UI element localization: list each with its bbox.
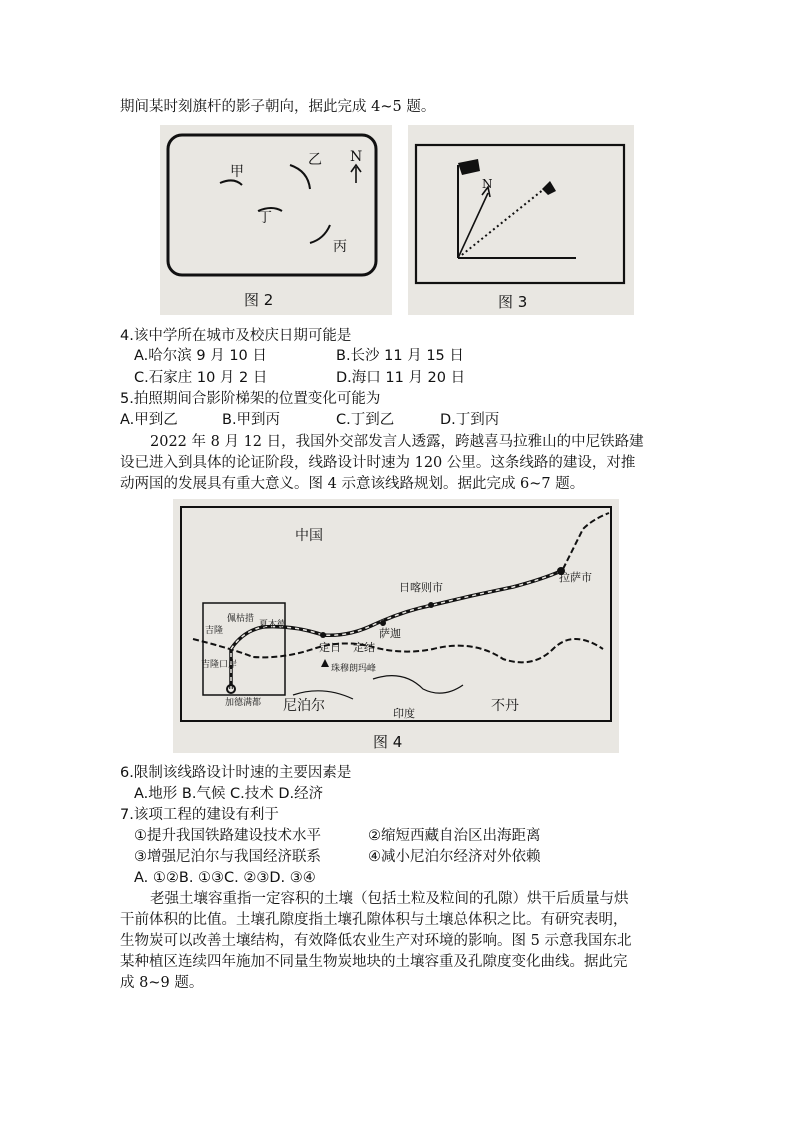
label-nepal: 尼泊尔 bbox=[283, 698, 325, 714]
q4-option-d: D.海口 11 月 20 日 bbox=[336, 370, 466, 386]
q6-options: A.地形 B.气候 C.技术 D.经济 bbox=[134, 786, 324, 802]
flag-icon bbox=[458, 159, 480, 175]
label-dingjie: 定结 bbox=[353, 641, 375, 654]
q7-options: A. ①②B. ①③C. ②③D. ③④ bbox=[134, 870, 316, 886]
q4-option-a: A.哈尔滨 9 月 10 日 bbox=[134, 348, 267, 364]
border-line bbox=[193, 639, 603, 662]
passage2-line-3: 生物炭可以改善土壤结构，有效降低农业生产对环境的影响。图 5 示意我国东北 bbox=[120, 933, 632, 949]
label-bing: 丙 bbox=[333, 239, 347, 255]
passage1-line-2: 设已进入到具体的论证阶段，线路设计时速为 120 公里。这条线路的建设，对推 bbox=[120, 455, 636, 471]
passage2-line-5: 成 8~9 题。 bbox=[120, 975, 204, 991]
shadow-arc-bing bbox=[310, 225, 330, 243]
q7-item-2: ②缩短西藏自治区出海距离 bbox=[368, 828, 541, 844]
frame bbox=[416, 145, 624, 283]
q5-option-b: B.甲到丙 bbox=[222, 412, 281, 428]
figure-3 bbox=[408, 125, 634, 315]
label-yi: 乙 bbox=[308, 152, 322, 168]
label-everest: 珠穆朗玛峰 bbox=[331, 664, 377, 674]
shadow-arc-yi bbox=[290, 165, 310, 189]
q7-stem: 7.该项工程的建设有利于 bbox=[120, 807, 279, 823]
city-dot-shigatse bbox=[428, 602, 434, 608]
figure-3-caption: 图 3 bbox=[498, 293, 528, 311]
label-lhasa: 拉萨市 bbox=[559, 571, 592, 584]
intro-line: 期间某时刻旗杆的影子朝向，据此完成 4~5 题。 bbox=[120, 99, 436, 115]
north-label: N bbox=[350, 149, 363, 165]
q5-option-a: A.甲到乙 bbox=[120, 412, 178, 428]
shadow-line bbox=[458, 189, 544, 258]
city-dot-dingri bbox=[320, 632, 326, 638]
figure-4-map bbox=[173, 499, 619, 753]
passage1-line-3: 动两国的发展具有重大意义。图 4 示意该线路规划。据此完成 6~7 题。 bbox=[120, 476, 585, 492]
border-line-north bbox=[563, 513, 609, 569]
figure-2 bbox=[160, 125, 392, 315]
label-jia: 甲 bbox=[230, 164, 244, 180]
shadow-flag-icon bbox=[542, 181, 556, 195]
everest-icon bbox=[321, 659, 329, 667]
label-gyirong-port: 吉隆口岸 bbox=[201, 660, 238, 670]
label-gyirong-town: 吉隆 bbox=[205, 626, 224, 636]
q4-option-c: C.石家庄 10 月 2 日 bbox=[134, 370, 268, 386]
north-label: N bbox=[482, 177, 493, 191]
label-sakya: 萨迦 bbox=[379, 627, 401, 640]
passage2-line-1: 老强土壤容重指一定容积的土壤（包括土粒及粒间的孔隙）烘干后质量与烘 bbox=[150, 891, 629, 907]
label-china: 中国 bbox=[295, 528, 323, 544]
q5-option-d: D.丁到丙 bbox=[440, 412, 500, 428]
figure-3-drawing bbox=[408, 125, 634, 315]
shadow-arc-jia bbox=[220, 180, 242, 185]
label-peiku: 佩枯措 bbox=[227, 614, 255, 624]
label-bhutan: 不丹 bbox=[491, 698, 519, 714]
figure-4-caption: 图 4 bbox=[373, 733, 403, 751]
label-kathmandu: 加德满都 bbox=[225, 698, 262, 708]
label-india: 印度 bbox=[393, 707, 415, 720]
q7-item-4: ④减小尼泊尔经济对外依赖 bbox=[368, 849, 541, 865]
passage1-line-1: 2022 年 8 月 12 日，我国外交部发言人透露，跨越喜马拉雅山的中尼铁路建 bbox=[150, 434, 644, 450]
q6-stem: 6.限制该线路设计时速的主要因素是 bbox=[120, 765, 352, 781]
river-line bbox=[373, 676, 463, 694]
q4-stem: 4.该中学所在城市及校庆日期可能是 bbox=[120, 328, 352, 344]
label-ding: 丁 bbox=[258, 210, 272, 226]
figure-2-caption: 图 2 bbox=[244, 291, 274, 309]
q7-item-3: ③增强尼泊尔与我国经济联系 bbox=[134, 849, 321, 865]
north-line bbox=[458, 193, 488, 258]
q7-item-1: ①提升我国铁路建设技术水平 bbox=[134, 828, 321, 844]
q5-option-c: C.丁到乙 bbox=[336, 412, 395, 428]
label-shigatse: 日喀则市 bbox=[399, 581, 443, 594]
label-xiamu: 夏木德 bbox=[259, 620, 287, 630]
passage2-line-4: 某种植区连续四年施加不同量生物炭地块的土壤容重及孔隙度变化曲线。据此完 bbox=[120, 954, 628, 970]
q5-stem: 5.拍照期间合影阶梯架的位置变化可能为 bbox=[120, 391, 381, 407]
passage2-line-2: 干前体积的比值。土壤孔隙度指土壤孔隙体积与土壤总体积之比。有研究表明， bbox=[120, 912, 628, 928]
q4-option-b: B.长沙 11 月 15 日 bbox=[336, 348, 464, 364]
label-dingri: 定日 bbox=[319, 641, 341, 654]
